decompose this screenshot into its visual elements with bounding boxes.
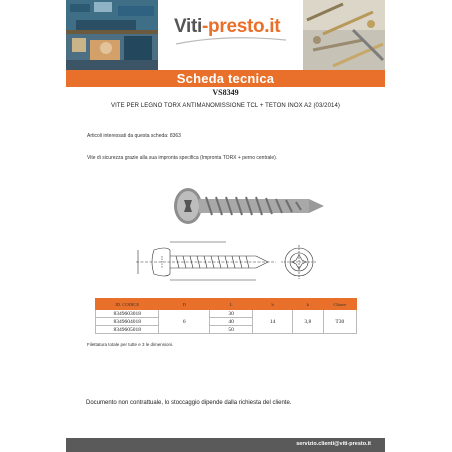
table-header-row <box>96 299 357 310</box>
technical-drawing <box>66 240 385 285</box>
datasheet-page <box>66 0 385 452</box>
cell-l: 50 <box>210 326 253 334</box>
cell-k: 3,8 <box>293 310 324 334</box>
articles-line: Articoli interessati da questa scheda: 8363 <box>87 133 181 139</box>
cell-key: T30 <box>323 310 356 334</box>
disclaimer: Documento non contrattuale, lo stoccaggio dipende dalla richiesta del cliente. <box>86 400 292 406</box>
screw-photo <box>66 162 385 252</box>
tools-photo <box>66 0 158 70</box>
cell-l: 30 <box>210 310 253 318</box>
cell-d: 6 <box>159 310 210 334</box>
cell-b: 14 <box>253 310 293 334</box>
header-b: b <box>253 299 293 310</box>
product-title: VITE PER LEGNO TORX ANTIMANOMISSIONE TCL + TETON INOX A2 (03/2014) <box>110 103 341 109</box>
header-d: D <box>159 299 210 310</box>
cell-l: 40 <box>210 318 253 326</box>
cell-code: 8349605018 <box>96 326 159 334</box>
brand-logo <box>166 10 306 60</box>
band-title: Scheda tecnica <box>176 71 275 86</box>
header-code: ID. CODICE <box>96 299 159 310</box>
screws-photo <box>303 0 385 70</box>
cell-code: 8349603018 <box>96 310 159 318</box>
description: Vite di sicurezza grazie alla sua impronta specifica (Impronta TORX + perno centrale). <box>87 155 278 161</box>
header-l: L <box>210 299 253 310</box>
footer-email: servizio.clienti@viti-presto.it <box>296 441 371 447</box>
header-k: k <box>293 299 324 310</box>
thread-note: Filettatura totale per tutte e 3 le dimensioni. <box>87 342 174 347</box>
header-key: Chiave <box>323 299 356 310</box>
dimensions-table <box>95 298 357 334</box>
header <box>66 0 385 70</box>
table-row <box>96 310 357 318</box>
brand-logo-text: Viti-presto.it <box>174 16 281 37</box>
logo-swoosh-icon <box>166 10 306 60</box>
cell-code: 8349604018 <box>96 318 159 326</box>
product-code: VS8349 <box>212 88 239 97</box>
